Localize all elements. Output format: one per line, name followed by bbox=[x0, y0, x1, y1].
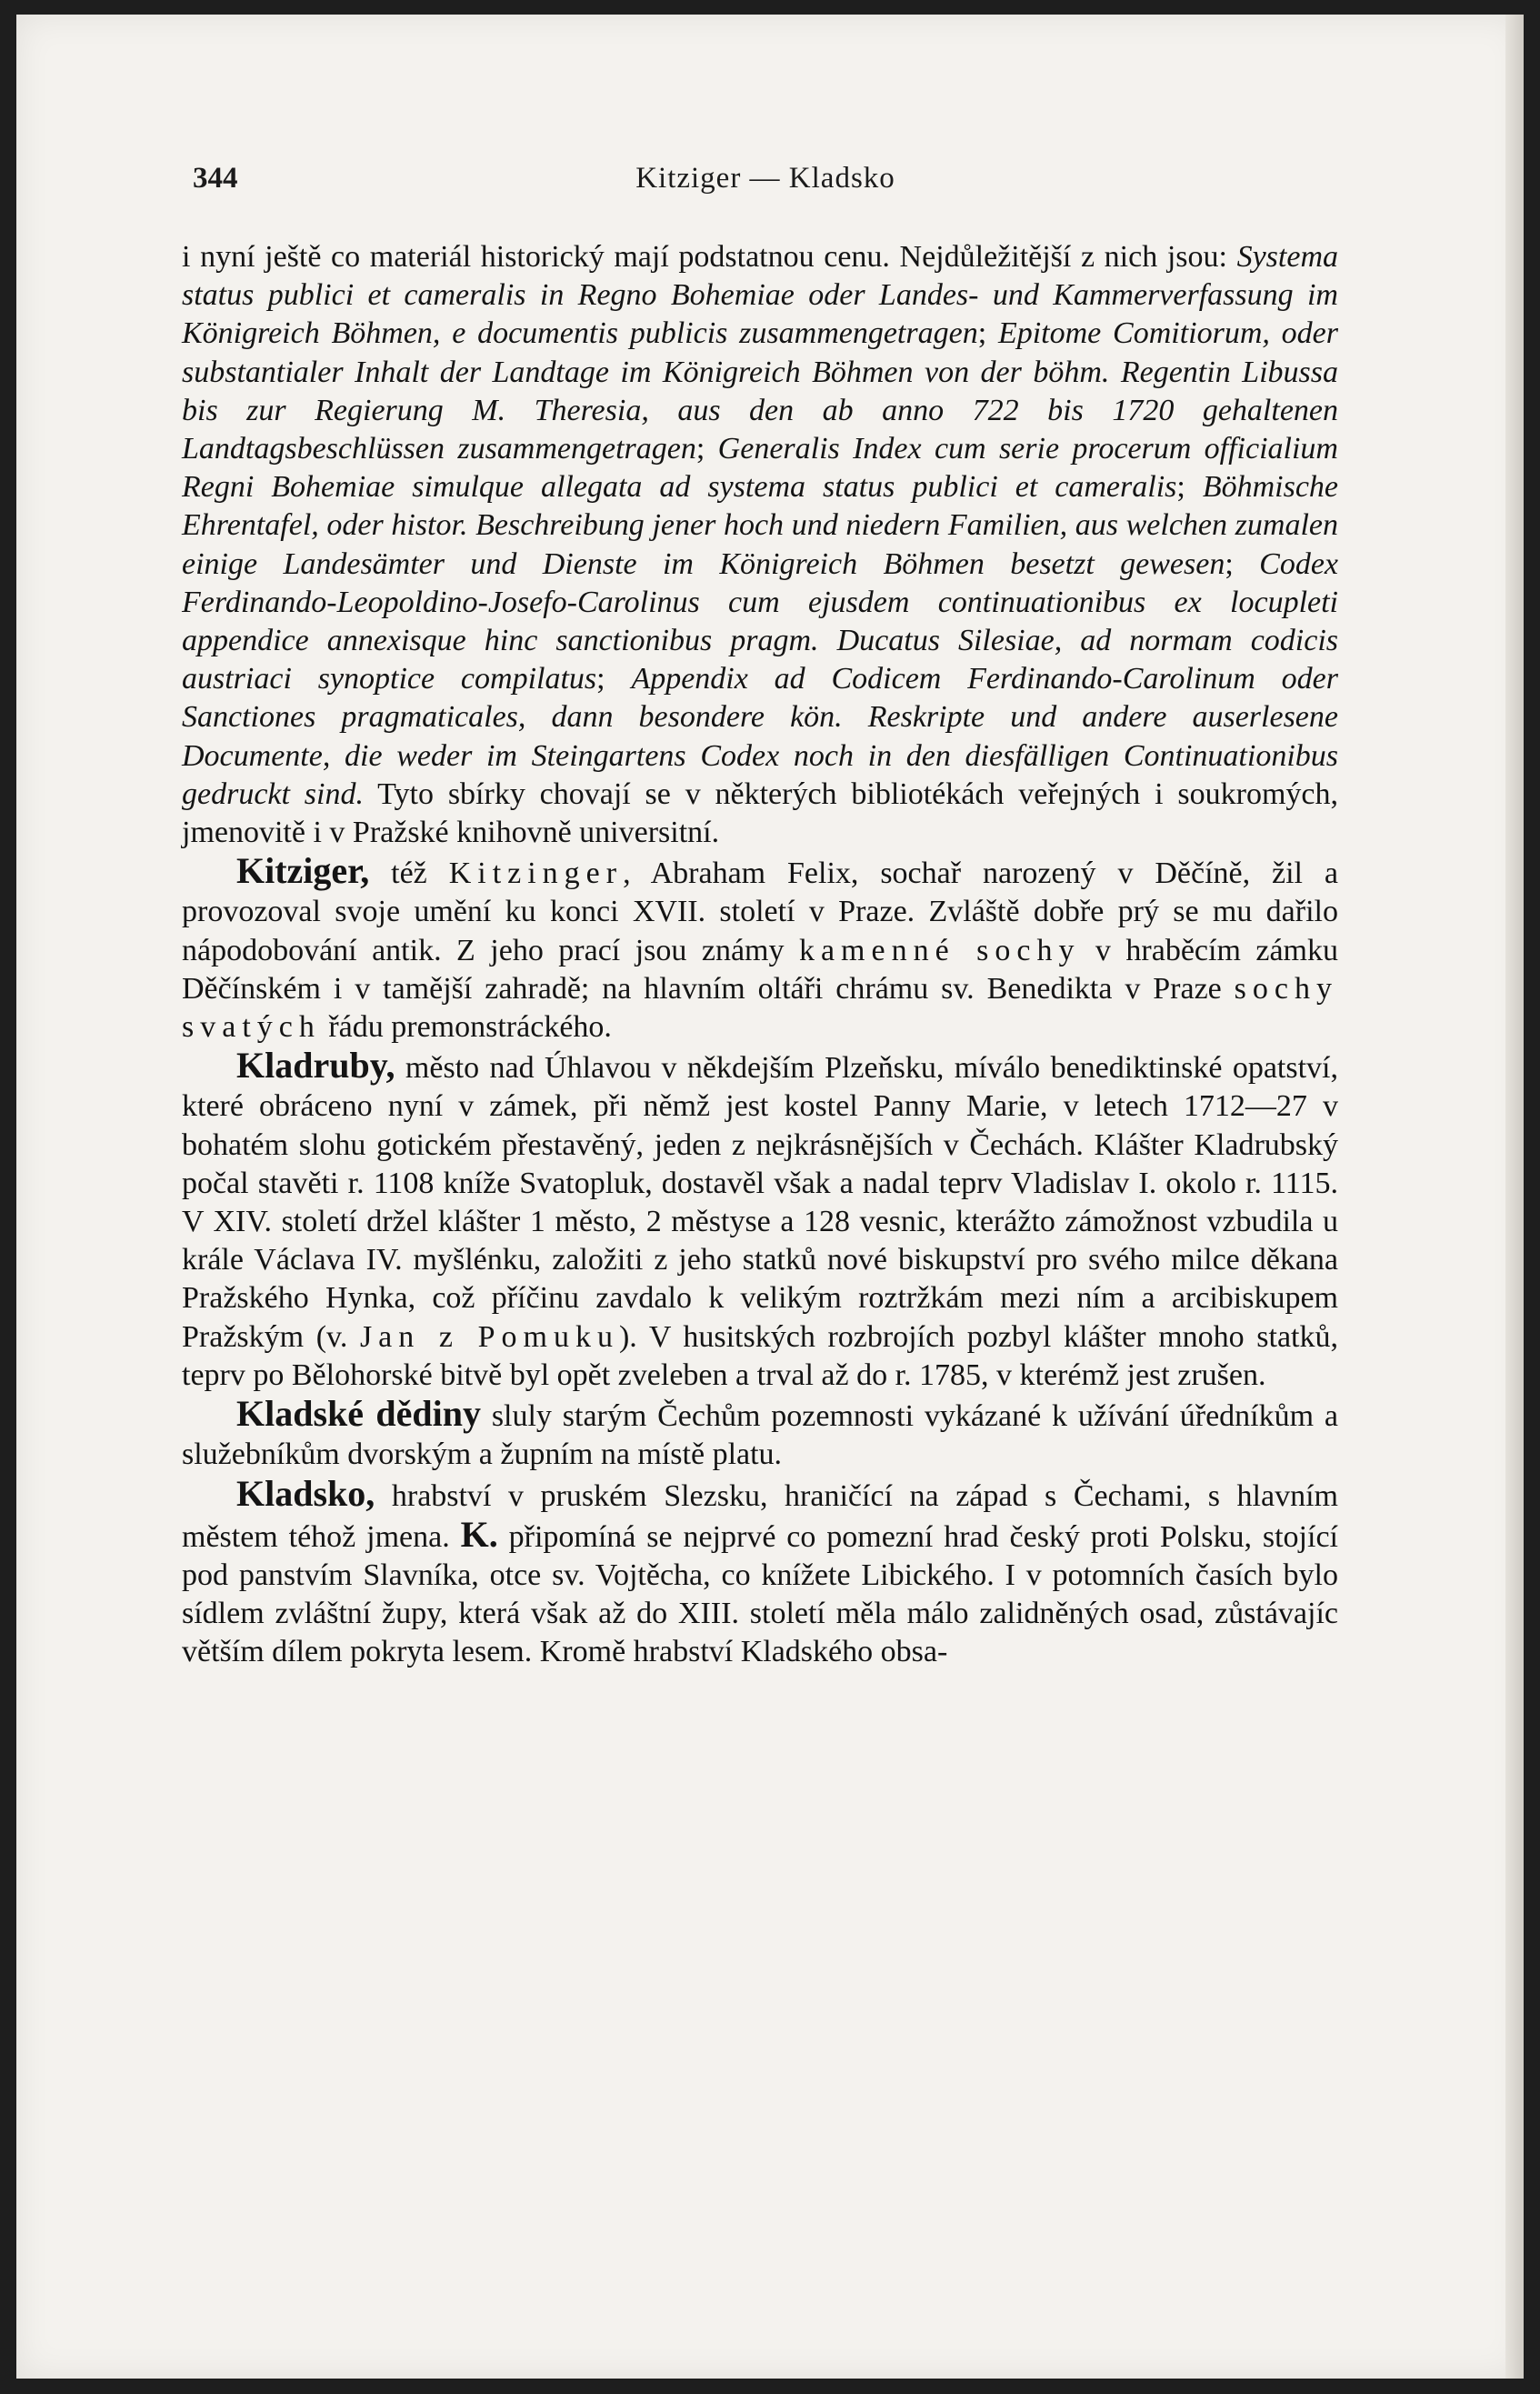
running-head: Kitziger — Kladsko bbox=[635, 162, 895, 195]
entry-kitziger: Kitziger, též Kitzinger, Abraham Felix, sochař narozený v Děčíně, žil a provozoval svoje umění ku konci XVII. století v Praze. Zvláště dobře prý se mu dařilo nápodobování antik. Z jeho prací jsou známy kamenné sochy v hraběcím zámku Děčínském i v tamější zahradě; na hlavním oltáři chrámu sv. Benedikta v Praze sochy svatých řádu premonstráckého. bbox=[182, 850, 1338, 1045]
entry-kladsko: Kladsko, hrabství v pruském Slezsku, hraničící na západ s Čechami, s hlavním městem téhož jmena. K. připomíná se nejprvé co pomezní hrad český proti Polsku, stojící pod panstvím Slavníka, otce sv. Vojtěcha, co knížete Libického. I v potomních časích bylo sídlem zvláštní župy, která však až do XIII. století měla málo zalidněných osad, zůstávajíc větším dílem pokryta lesem. Kromě hrabství Kladského obsa- bbox=[182, 1472, 1338, 1669]
headword-kitziger: Kitziger, bbox=[236, 850, 370, 892]
headword-kladske-dediny: Kladské dědiny bbox=[236, 1393, 481, 1435]
body-text bbox=[182, 238, 1338, 1672]
headword-kladsko: Kladsko, bbox=[236, 1472, 375, 1514]
entry-kladske-dediny: Kladské dědiny sluly starým Čechům pozemnosti vykázané k užívání úředníkům a služebníkům dvorským a župním na místě platu. bbox=[182, 1393, 1338, 1472]
page-number: 344 bbox=[193, 162, 238, 195]
abbreviation-k: K. bbox=[460, 1513, 498, 1555]
page-header bbox=[193, 162, 1338, 207]
headword-kladruby: Kladruby, bbox=[236, 1045, 395, 1087]
page-edge-shadow bbox=[1505, 15, 1524, 2379]
paragraph-archival-collections: i nyní ještě co materiál historický mají podstatnou cenu. Nejdůležitější z nich jsou: Systema status publici et cameralis in Regno Bohemiae oder Landes- und Kammerverfassung im Königreich Böhmen, e documentis publicis zusammengetragen; Epitome Comitiorum, oder substantialer Inhalt der Landtage im Königreich Böhmen von der böhm. Regentin Libussa bis zur Regierung M. Theresia, aus den ab anno 722 bis 1720 gehaltenen Landtagsbeschlüssen zusammengetragen; Generalis Index cum serie procerum officialium Regni Bohemiae simulque allegata ad systema status publici et cameralis; Böhmische Ehrentafel, oder histor. Beschreibung jener hoch und niedern Familien, aus welchen zumalen einige Landesämter und Dienste im Königreich Böhmen besetzt gewesen; Codex Ferdinando-Leopoldino-Josefo-Carolinus cum ejusdem continuationibus ex locupleti appendice annexisque hinc sanctionibus pragm. Ducatus Silesiae, ad normam codicis austriaci synoptice compilatus; Appendix ad Codicem Ferdinando-Carolinum oder Sanctiones pragmaticales, dann besondere kön. Reskripte und andere auserlesene Documente, die weder im Steingartens Codex noch in den diesfälligen Continuationibus gedruckt sind. Tyto sbírky chovají se v některých bibliotékách veřejných i soukromých, jmenovitě i v Pražské knihovně universitní. bbox=[182, 240, 1339, 850]
entry-kladruby: Kladruby, město nad Úhlavou v někdejším Plzeňsku, míválo benediktinské opatství, které obráceno nyní v zámek, při němž jest kostel Panny Marie, v letech 1712—27 v bohatém slohu gotickém přestavěný, jeden z nejkrásnějších v Čechách. Klášter Kladrubský počal stavěti r. 1108 kníže Svatopluk, dostavěl však a nadal teprv Vladislav I. okolo r. 1115. V XIV. století držel klášter 1 město, 2 městyse a 128 vesnic, kterážto zámožnost vzbudila u krále Václava IV. myšlénku, založiti z jeho statků nové biskupství pro svého milce děkana Pražského Hynka, což příčinu zavdalo k velikým roztržkám mezi ním a arcibiskupem Pražským (v. Jan z Pomuku). V husitských rozbrojích pozbyl klášter mnoho statků, teprv po Bělohorské bitvě byl opět zveleben a trval až do r. 1785, v kterémž jest zrušen. bbox=[182, 1045, 1338, 1392]
